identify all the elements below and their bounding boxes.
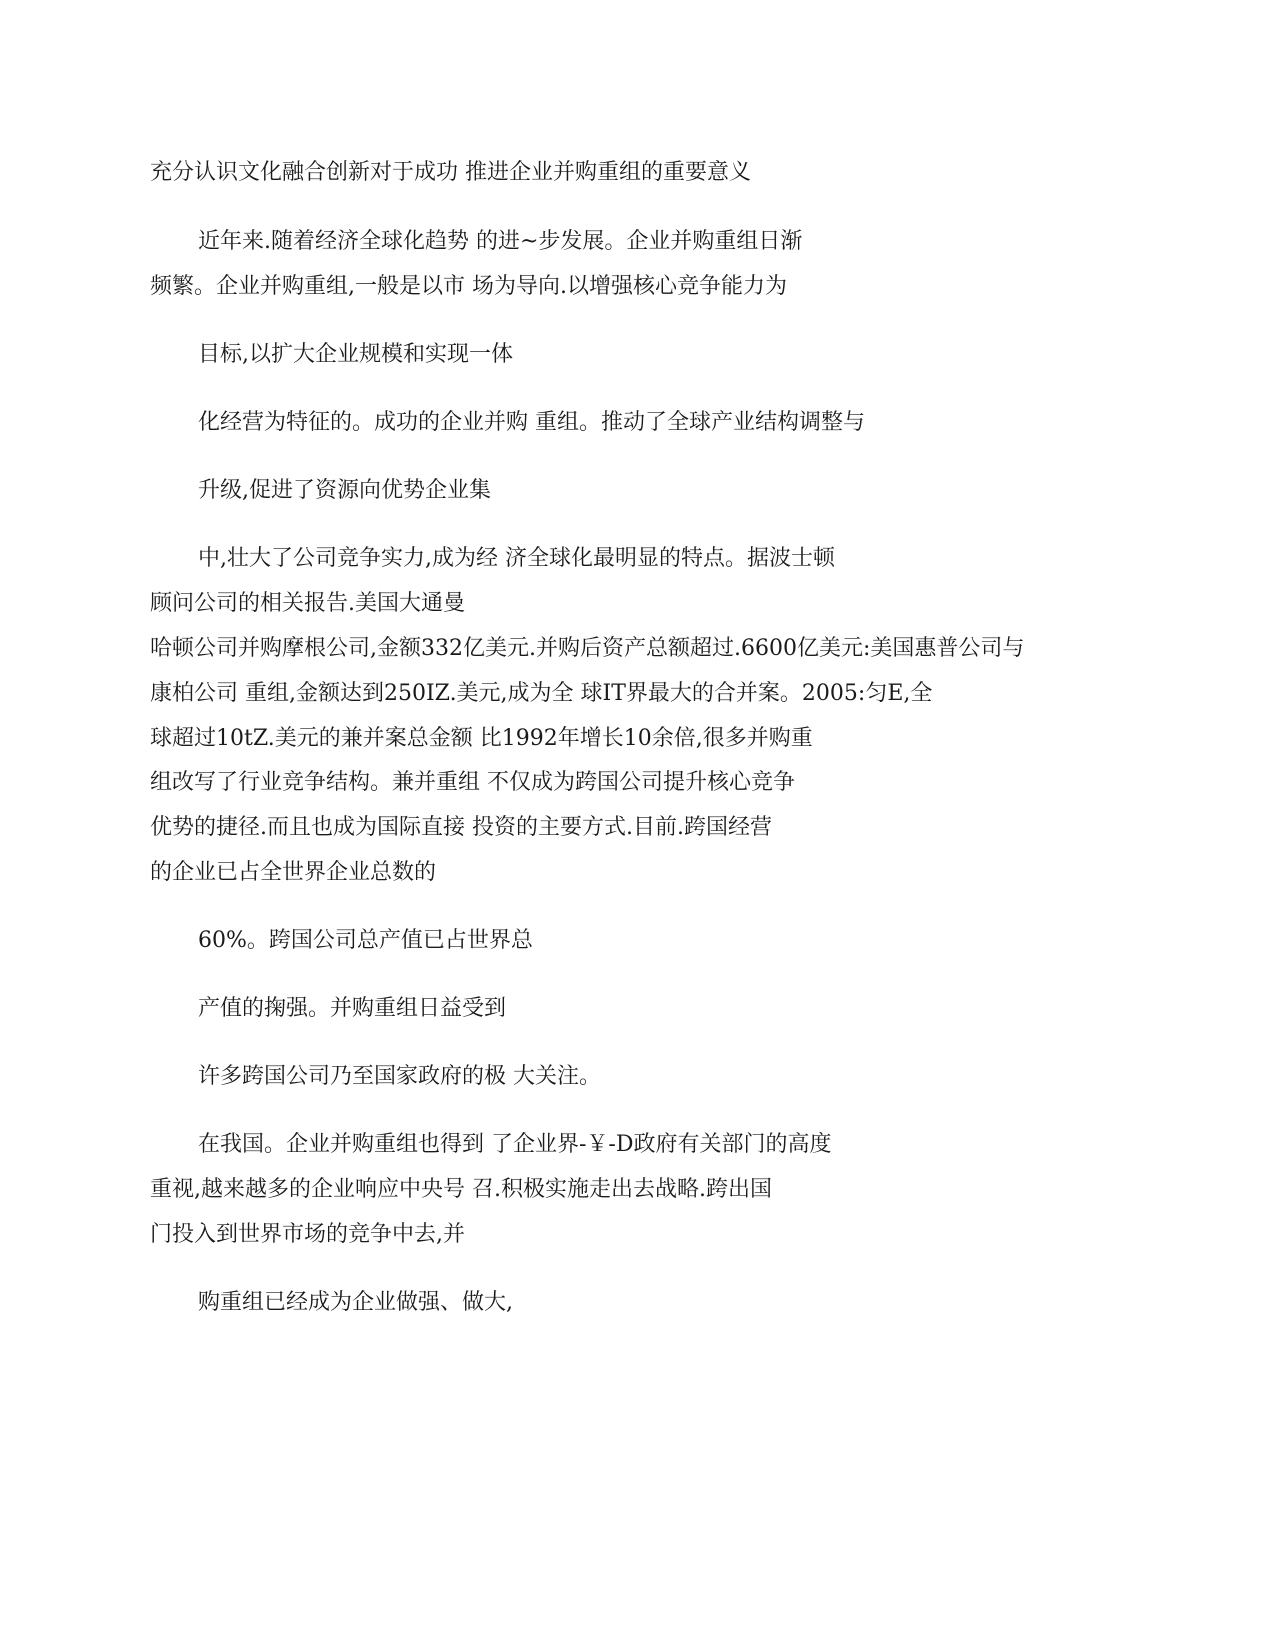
text-line: 许多跨国公司乃至国家政府的极 大关注。 [198, 1064, 601, 1089]
text-line: 频繁。企业并购重组,一般是以市 场为导向.以增强核心竞争能力为 [150, 274, 787, 299]
text-line: 产值的掬强。并购重组日益受到 [198, 996, 507, 1021]
text-line: 在我国。企业并购重组也得到 了企业界-￥-D政府有关部门的高度 [198, 1132, 832, 1157]
text-line: 中,壮大了公司竞争实力,成为经 济全球化最明显的特点。据波士顿 [198, 546, 835, 571]
text-line: 优势的捷径.而且也成为国际直接 投资的主要方式.目前.跨国经营 [150, 815, 772, 840]
text-line: 门投入到世界市场的竞争中去,并 [150, 1222, 465, 1247]
text-line: 60%。跨国公司总产值已占世界总 [198, 928, 533, 953]
text-line: 哈顿公司并购摩根公司,金额332亿美元.并购后资产总额超过.6600亿美元:美国惠普公司与 [150, 636, 1025, 661]
text-line: 顾问公司的相关报告.美国大通曼 [150, 591, 465, 616]
text-line: 升级,促进了资源向优势企业集 [198, 478, 491, 503]
text-line: 的企业已占全世界企业总数的 [150, 860, 437, 885]
text-line: 目标,以扩大企业规模和实现一体 [198, 342, 513, 367]
text-line: 重视,越来越多的企业响应中央号 召.积极实施走出去战略.跨出国 [150, 1177, 772, 1202]
document-title: 充分认识文化融合创新对于成功 推进企业并购重组的重要意义 [150, 160, 751, 185]
text-line: 近年来.随着经济全球化趋势 的进~步发展。企业并购重组日渐 [198, 229, 803, 254]
text-line: 化经营为特征的。成功的企业并购 重组。推动了全球产业结构调整与 [198, 410, 865, 435]
text-line: 康柏公司 重组,金额达到250IZ.美元,成为全 球IT界最大的合并案。2005:匀E,全 [150, 681, 933, 706]
text-line: 球超过10tZ.美元的兼并案总金额 比1992年增长10余倍,很多并购重 [150, 726, 813, 751]
text-line: 组改写了行业竞争结构。兼并重组 不仅成为跨国公司提升核心竞争 [150, 770, 795, 795]
text-line: 购重组已经成为企业做强、做大, [198, 1290, 513, 1315]
